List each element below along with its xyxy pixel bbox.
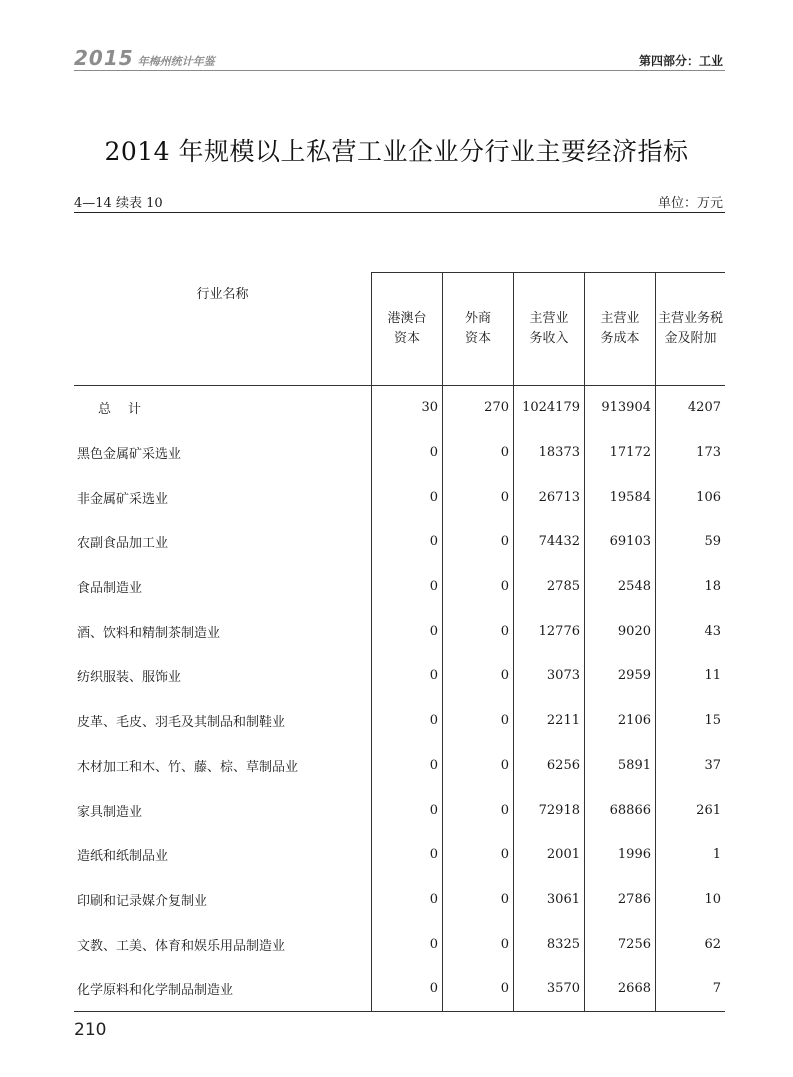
cell-main-cost: 2548 [585, 564, 656, 609]
cell-hk-macao-taiwan-capital: 0 [372, 475, 443, 520]
cell-industry-name: 皮革、毛皮、羽毛及其制品和制鞋业 [77, 715, 286, 731]
table-id: 4—14 续表 10 [74, 196, 163, 211]
cell-foreign-capital: 0 [443, 609, 514, 654]
cell-main-cost: 2786 [585, 877, 656, 922]
cell-main-revenue: 2211 [514, 698, 585, 743]
header-row [74, 273, 725, 386]
cell-industry-name: 总 计 [98, 402, 144, 418]
cell-main-tax-surcharge: 43 [656, 609, 726, 654]
cell-foreign-capital: 0 [443, 475, 514, 520]
cell-main-revenue: 3570 [514, 966, 585, 1011]
cell-main-cost: 17172 [585, 430, 656, 475]
header-line: 资本 [464, 330, 491, 346]
cell-industry-name: 文教、工美、体育和娱乐用品制造业 [77, 938, 286, 954]
cell-industry-name: 家具制造业 [77, 804, 143, 820]
cell-hk-macao-taiwan-capital: 0 [372, 654, 443, 699]
cell-main-cost: 68866 [585, 788, 656, 833]
cell-industry-name: 木材加工和木、竹、藤、棕、草制品业 [77, 759, 299, 775]
cell-main-revenue: 2785 [514, 564, 585, 609]
cell-industry-name: 造纸和纸制品业 [77, 849, 169, 865]
section-label: 第四部分：工业 [638, 54, 723, 68]
header-line: 资本 [393, 330, 420, 346]
cell-main-cost: 2106 [585, 698, 656, 743]
cell-industry-name: 农副食品加工业 [77, 536, 169, 552]
cell-foreign-capital: 0 [443, 430, 514, 475]
cell-foreign-capital: 0 [443, 922, 514, 967]
cell-industry-name: 酒、饮料和精制茶制造业 [77, 625, 221, 641]
cell-industry-name: 非金属矿采选业 [77, 491, 169, 507]
cell-main-tax-surcharge: 37 [656, 743, 726, 788]
table-row [74, 430, 725, 475]
cell-foreign-capital: 0 [443, 564, 514, 609]
cell-foreign-capital: 0 [443, 788, 514, 833]
cell-foreign-capital: 270 [443, 385, 514, 430]
table-meta [74, 190, 725, 213]
header-line: 务成本 [600, 330, 640, 346]
header-main-cost [585, 273, 656, 386]
table-row [74, 832, 725, 877]
cell-hk-macao-taiwan-capital: 0 [372, 564, 443, 609]
cell-main-revenue: 6256 [514, 743, 585, 788]
cell-main-cost: 19584 [585, 475, 656, 520]
cell-main-revenue: 1024179 [514, 385, 585, 430]
yearbook-brand [74, 46, 215, 70]
cell-main-cost: 2959 [585, 654, 656, 699]
cell-hk-macao-taiwan-capital: 0 [372, 832, 443, 877]
cell-foreign-capital: 0 [443, 743, 514, 788]
cell-main-tax-surcharge: 15 [656, 698, 726, 743]
cell-hk-macao-taiwan-capital: 0 [372, 520, 443, 565]
cell-main-cost: 5891 [585, 743, 656, 788]
unit-label: 单位：万元 [657, 196, 723, 211]
table-row [74, 877, 725, 922]
cell-main-tax-surcharge: 261 [656, 788, 726, 833]
table-row [74, 520, 725, 565]
header-foreign-capital [443, 273, 514, 386]
cell-industry-name: 化学原料和化学制品制造业 [74, 966, 372, 1011]
cell-main-cost: 7256 [585, 922, 656, 967]
cell-industry-name: 纺织服装、服饰业 [77, 670, 182, 686]
table-row [74, 788, 725, 833]
cell-foreign-capital: 0 [443, 654, 514, 699]
cell-foreign-capital: 0 [443, 832, 514, 877]
cell-main-tax-surcharge: 18 [656, 564, 726, 609]
cell-foreign-capital: 0 [443, 698, 514, 743]
cell-foreign-capital: 0 [443, 520, 514, 565]
cell-main-cost: 913904 [585, 385, 656, 430]
cell-hk-macao-taiwan-capital: 0 [372, 966, 443, 1011]
cell-foreign-capital: 0 [443, 877, 514, 922]
header-hk-macao-taiwan-capital [372, 273, 443, 386]
brand-year: 2015 [74, 46, 134, 70]
header-industry-name: 行业名称 [74, 273, 372, 386]
header-line: 金及附加 [664, 330, 717, 346]
table-row [74, 654, 725, 699]
cell-main-revenue: 72918 [514, 788, 585, 833]
cell-main-tax-surcharge: 106 [656, 475, 726, 520]
header-main-tax-surcharge [656, 273, 726, 386]
cell-industry-name: 食品制造业 [77, 581, 143, 597]
cell-industry-name: 印刷和记录媒介复制业 [77, 893, 208, 909]
table-row [74, 922, 725, 967]
table-row [74, 743, 725, 788]
header-line: 港澳台 [387, 310, 427, 326]
cell-main-tax-surcharge: 59 [656, 520, 726, 565]
page-number: 210 [74, 1020, 107, 1040]
cell-main-revenue: 18373 [514, 430, 585, 475]
header-main-revenue [514, 273, 585, 386]
cell-main-revenue: 2001 [514, 832, 585, 877]
data-table [74, 272, 725, 1012]
cell-hk-macao-taiwan-capital: 30 [372, 385, 443, 430]
cell-main-tax-surcharge: 11 [656, 654, 726, 699]
cell-hk-macao-taiwan-capital: 0 [372, 922, 443, 967]
cell-foreign-capital: 0 [443, 966, 514, 1011]
cell-main-cost: 9020 [585, 609, 656, 654]
cell-main-tax-surcharge: 7 [656, 966, 726, 1011]
running-head [74, 46, 725, 71]
cell-main-revenue: 12776 [514, 609, 585, 654]
cell-main-revenue: 3061 [514, 877, 585, 922]
cell-main-cost: 1996 [585, 832, 656, 877]
cell-hk-macao-taiwan-capital: 0 [372, 698, 443, 743]
cell-main-revenue: 8325 [514, 922, 585, 967]
cell-main-tax-surcharge: 4207 [656, 385, 726, 430]
table-row [74, 698, 725, 743]
page-title: 2014 年规模以上私营工业企业分行业主要经济指标 [104, 137, 689, 166]
table-row [74, 564, 725, 609]
cell-main-cost: 2668 [585, 966, 656, 1011]
cell-hk-macao-taiwan-capital: 0 [372, 430, 443, 475]
table-row [74, 475, 725, 520]
cell-hk-macao-taiwan-capital: 0 [372, 788, 443, 833]
cell-main-tax-surcharge: 62 [656, 922, 726, 967]
cell-industry-name: 黑色金属矿采选业 [77, 447, 182, 463]
cell-hk-macao-taiwan-capital: 0 [372, 743, 443, 788]
table-row [74, 609, 725, 654]
cell-main-revenue: 26713 [514, 475, 585, 520]
cell-main-tax-surcharge: 173 [656, 430, 726, 475]
cell-main-tax-surcharge: 1 [656, 832, 726, 877]
cell-main-cost: 69103 [585, 520, 656, 565]
cell-hk-macao-taiwan-capital: 0 [372, 877, 443, 922]
table-row-total [74, 385, 725, 430]
cell-main-revenue: 74432 [514, 520, 585, 565]
cell-main-revenue: 3073 [514, 654, 585, 699]
header-line: 外商 [464, 310, 491, 326]
header-line: 主营业 [600, 310, 640, 326]
cell-hk-macao-taiwan-capital: 0 [372, 609, 443, 654]
brand-subtitle: 年梅州统计年鉴 [137, 55, 215, 68]
table-row [74, 966, 725, 1011]
header-line: 务收入 [529, 330, 569, 346]
header-line: 主营业 [529, 310, 569, 326]
cell-main-tax-surcharge: 10 [656, 877, 726, 922]
header-line: 主营业务税 [657, 310, 723, 326]
